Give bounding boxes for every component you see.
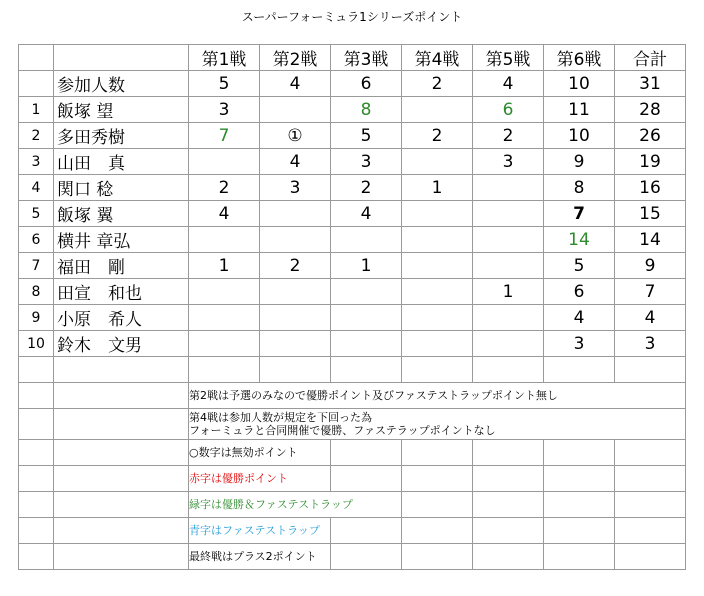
points-cell (260, 97, 331, 123)
points-cell: 4 (260, 149, 331, 175)
header-round4: 第4戦 (402, 45, 473, 71)
note-row (19, 383, 686, 409)
driver-row (19, 123, 686, 149)
points-cell: 1 (189, 253, 260, 279)
points-cell (260, 201, 331, 227)
driver-row (19, 253, 686, 279)
points-cell (473, 201, 544, 227)
total-cell: 3 (615, 331, 686, 357)
points-cell: 9 (544, 149, 615, 175)
points-cell (331, 279, 402, 305)
header-round3: 第3戦 (331, 45, 402, 71)
points-cell (402, 331, 473, 357)
points-cell (473, 305, 544, 331)
points-cell (189, 149, 260, 175)
points-cell (189, 279, 260, 305)
points-cell (331, 305, 402, 331)
driver-row (19, 97, 686, 123)
participants-total: 31 (615, 71, 686, 97)
points-cell: 2 (473, 123, 544, 149)
participants-rank-cell (19, 71, 54, 97)
note-row (19, 409, 686, 440)
note-row (19, 440, 686, 466)
rank-cell: 2 (19, 123, 54, 149)
points-cell (331, 331, 402, 357)
note-row (19, 492, 686, 518)
rank-cell: 10 (19, 331, 54, 357)
header-cell (19, 45, 54, 71)
points-cell: 8 (544, 175, 615, 201)
points-table (18, 44, 686, 570)
note-circled: ○数字は無効ポイント (189, 440, 331, 466)
driver-row (19, 175, 686, 201)
driver-name: 田宣 和也 (54, 279, 189, 305)
points-cell (473, 175, 544, 201)
driver-name: 飯塚 望 (54, 97, 189, 123)
points-cell (473, 331, 544, 357)
points-cell (402, 149, 473, 175)
points-cell: 8 (331, 97, 402, 123)
participants-value: 10 (544, 71, 615, 97)
driver-name: 福田 剛 (54, 253, 189, 279)
note-round2: 第2戦は予選のみなので優勝ポイント及びファステストラップポイント無し (189, 383, 686, 409)
note-red: 赤字は優勝ポイント (189, 466, 331, 492)
driver-row (19, 279, 686, 305)
points-cell: 5 (331, 123, 402, 149)
points-cell: 2 (402, 123, 473, 149)
points-cell (402, 227, 473, 253)
rank-cell: 8 (19, 279, 54, 305)
rank-cell: 7 (19, 253, 54, 279)
points-cell (402, 253, 473, 279)
points-cell-invalid: ① (260, 123, 331, 149)
points-cell: 3 (544, 331, 615, 357)
points-cell: 1 (473, 279, 544, 305)
points-cell: 3 (260, 175, 331, 201)
points-cell (260, 227, 331, 253)
points-cell: 3 (473, 149, 544, 175)
note-blue: 青字はファステストラップ (189, 518, 331, 544)
header-round1: 第1戦 (189, 45, 260, 71)
points-cell: 2 (260, 253, 331, 279)
participants-value: 5 (189, 71, 260, 97)
page-title: スーパーフォーミュラ1シリーズポイント (241, 10, 463, 24)
header-round5: 第5戦 (473, 45, 544, 71)
driver-name: 鈴木 文男 (54, 331, 189, 357)
points-cell (260, 279, 331, 305)
note-final: 最終戦はプラス2ポイント (189, 544, 331, 570)
points-cell (473, 227, 544, 253)
points-cell: 2 (331, 175, 402, 201)
points-cell (402, 97, 473, 123)
points-cell (402, 305, 473, 331)
participants-value: 4 (473, 71, 544, 97)
points-cell (402, 279, 473, 305)
header-round2: 第2戦 (260, 45, 331, 71)
header-total: 合計 (615, 45, 686, 71)
rank-cell: 4 (19, 175, 54, 201)
driver-row (19, 227, 686, 253)
empty-row (19, 357, 686, 383)
points-cell: 1 (402, 175, 473, 201)
points-cell: 4 (331, 201, 402, 227)
driver-name: 小原 希人 (54, 305, 189, 331)
participants-value: 2 (402, 71, 473, 97)
points-cell: 1 (331, 253, 402, 279)
header-row (19, 45, 686, 71)
points-cell: 11 (544, 97, 615, 123)
points-cell: 4 (189, 201, 260, 227)
total-cell: 14 (615, 227, 686, 253)
note-green: 緑字は優勝＆ファステストラップ (189, 492, 402, 518)
note-round4-line2: フォーミュラと合同開催で優勝、ファステラップポイントなし (189, 424, 496, 437)
driver-row (19, 201, 686, 227)
total-cell: 4 (615, 305, 686, 331)
total-cell: 7 (615, 279, 686, 305)
total-cell: 16 (615, 175, 686, 201)
driver-name: 横井 章弘 (54, 227, 189, 253)
note-row (19, 466, 686, 492)
points-cell: 6 (473, 97, 544, 123)
driver-name: 多田秀樹 (54, 123, 189, 149)
points-cell (260, 331, 331, 357)
rank-cell: 3 (19, 149, 54, 175)
header-cell (54, 45, 189, 71)
points-cell: 14 (544, 227, 615, 253)
driver-row (19, 305, 686, 331)
rank-cell: 9 (19, 305, 54, 331)
points-cell (402, 201, 473, 227)
driver-name: 関口 稔 (54, 175, 189, 201)
rank-cell: 5 (19, 201, 54, 227)
points-cell: 3 (189, 97, 260, 123)
rank-cell: 6 (19, 227, 54, 253)
driver-row (19, 331, 686, 357)
driver-row (19, 149, 686, 175)
total-cell: 9 (615, 253, 686, 279)
points-cell: 3 (331, 149, 402, 175)
points-cell (189, 331, 260, 357)
note-round4 (189, 409, 686, 440)
points-cell (331, 227, 402, 253)
points-cell (260, 305, 331, 331)
total-cell: 19 (615, 149, 686, 175)
note-row (19, 544, 686, 570)
participants-value: 4 (260, 71, 331, 97)
note-row (19, 518, 686, 544)
points-cell: 5 (544, 253, 615, 279)
points-cell: 7 (189, 123, 260, 149)
driver-name: 山田 真 (54, 149, 189, 175)
points-cell: 7 (544, 201, 615, 227)
total-cell: 15 (615, 201, 686, 227)
total-cell: 28 (615, 97, 686, 123)
total-cell: 26 (615, 123, 686, 149)
participants-row (19, 71, 686, 97)
rank-cell: 1 (19, 97, 54, 123)
driver-name: 飯塚 翼 (54, 201, 189, 227)
points-cell (189, 305, 260, 331)
points-cell: 2 (189, 175, 260, 201)
participants-value: 6 (331, 71, 402, 97)
points-cell: 10 (544, 123, 615, 149)
points-cell: 4 (544, 305, 615, 331)
points-cell (189, 227, 260, 253)
header-round6: 第6戦 (544, 45, 615, 71)
points-cell (473, 253, 544, 279)
points-cell: 6 (544, 279, 615, 305)
participants-label: 参加人数 (54, 71, 189, 97)
note-round4-line1: 第4戦は参加人数が規定を下回った為 (189, 411, 372, 424)
